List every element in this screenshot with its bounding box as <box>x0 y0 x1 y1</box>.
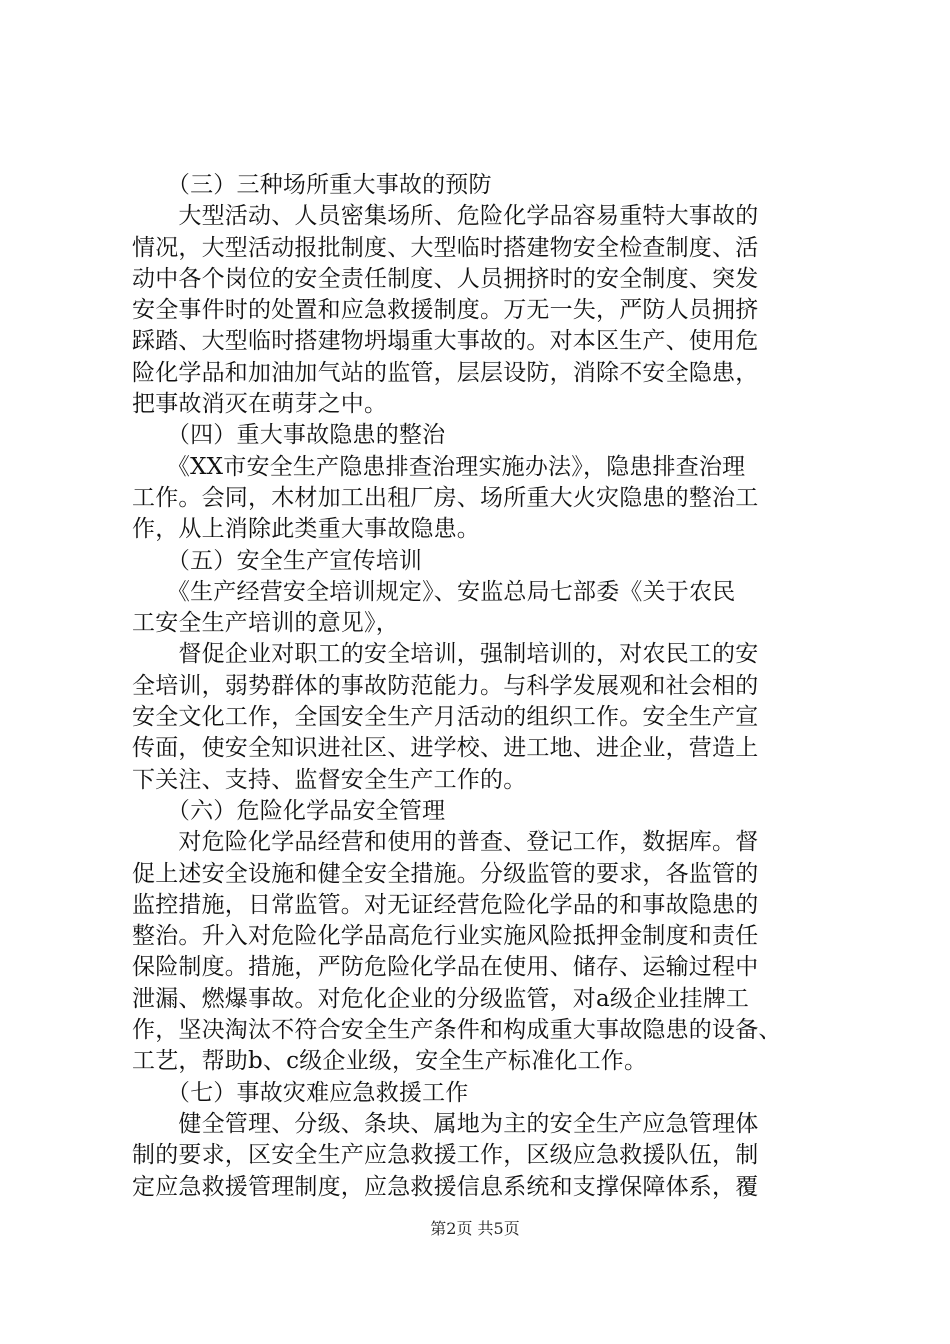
text-line: 大型活动、人员密集场所、危险化学品容易重特大事故的 <box>132 203 759 230</box>
text-line: 《XX市安全生产隐患排查治理实施办法》，隐患排查治理 <box>132 453 746 480</box>
text-line: 促上述安全设施和健全安全措施。分级监管的要求，各监管的 <box>132 860 759 887</box>
text-line: 泄漏、燃爆事故。对危化企业的分级监管，对a级企业挂牌工 <box>132 985 750 1012</box>
text-line-section-3-heading: （三）三种场所重大事故的预防 <box>132 172 492 198</box>
text-line: 安全文化工作，全国安全生产月活动的组织工作。安全生产宣 <box>132 704 759 731</box>
text-line-section-5-heading: （五）安全生产宣传培训 <box>132 547 423 574</box>
text-line: 整治。升入对危险化学品高危行业实施风险抵押金制度和责任 <box>132 923 759 950</box>
text-line: 险化学品和加油加气站的监管，层层设防，消除不安全隐患， <box>132 359 759 386</box>
document-body <box>132 170 832 1203</box>
text-line: 工艺，帮助b、c级企业级，安全生产标准化工作。 <box>132 1048 648 1075</box>
text-line: 保险制度。措施，严防危险化学品在使用、储存、运输过程中 <box>132 954 759 981</box>
text-line: 监控措施，日常监管。对无证经营危险化学品的和事故隐患的 <box>132 891 759 918</box>
text-line-section-7-heading: （七）事故灾难应急救援工作 <box>132 1079 469 1106</box>
text-line: 《生产经营安全培训规定》、安监总局七部委《关于农民 <box>132 578 736 605</box>
text-line: 作，从上消除此类重大事故隐患。 <box>132 516 480 543</box>
text-line: 督促企业对职工的安全培训，强制培训的，对农民工的安 <box>132 641 759 668</box>
text-line: 工作。会同，木材加工出租厂房、场所重大火灾隐患的整治工 <box>132 484 759 511</box>
text-line: 制的要求，区安全生产应急救援工作，区级应急救援队伍，制 <box>132 1142 759 1169</box>
text-line: 踩踏、大型临时搭建物坍塌重大事故的。对本区生产、使用危 <box>132 328 759 355</box>
text-line: 传面，使安全知识进社区、进学校、进工地、进企业，营造上 <box>132 735 759 762</box>
text-line: 下关注、支持、监督安全生产工作的。 <box>132 766 527 793</box>
text-line-section-4-heading: （四）重大事故隐患的整治 <box>132 422 446 449</box>
text-line: 情况，大型活动报批制度、大型临时搭建物安全检查制度、活 <box>132 234 759 261</box>
text-line-section-6-heading: （六）危险化学品安全管理 <box>132 797 446 824</box>
text-line: 作，坚决淘汰不符合安全生产条件和构成重大事故隐患的设备、 <box>132 1017 782 1044</box>
text-line: 安全事件时的处置和应急救援制度。万无一失，严防人员拥挤 <box>132 297 759 324</box>
text-line: 工安全生产培训的意见》， <box>132 610 399 637</box>
text-line: 对危险化学品经营和使用的普查、登记工作，数据库。督 <box>132 829 759 856</box>
text-line: 全培训，弱势群体的事故防范能力。与科学发展观和社会相的 <box>132 672 759 699</box>
text-line: 动中各个岗位的安全责任制度、人员拥挤时的安全制度、突发 <box>132 265 759 292</box>
text-line: 健全管理、分级、条块、属地为主的安全生产应急管理体 <box>132 1110 759 1137</box>
text-line: 定应急救援管理制度，应急救援信息系统和支撑保障体系，覆 <box>132 1173 759 1200</box>
text-line: 把事故消灭在萌芽之中。 <box>132 391 388 418</box>
page-number-footer: 第2页 共5页 <box>430 1219 520 1238</box>
